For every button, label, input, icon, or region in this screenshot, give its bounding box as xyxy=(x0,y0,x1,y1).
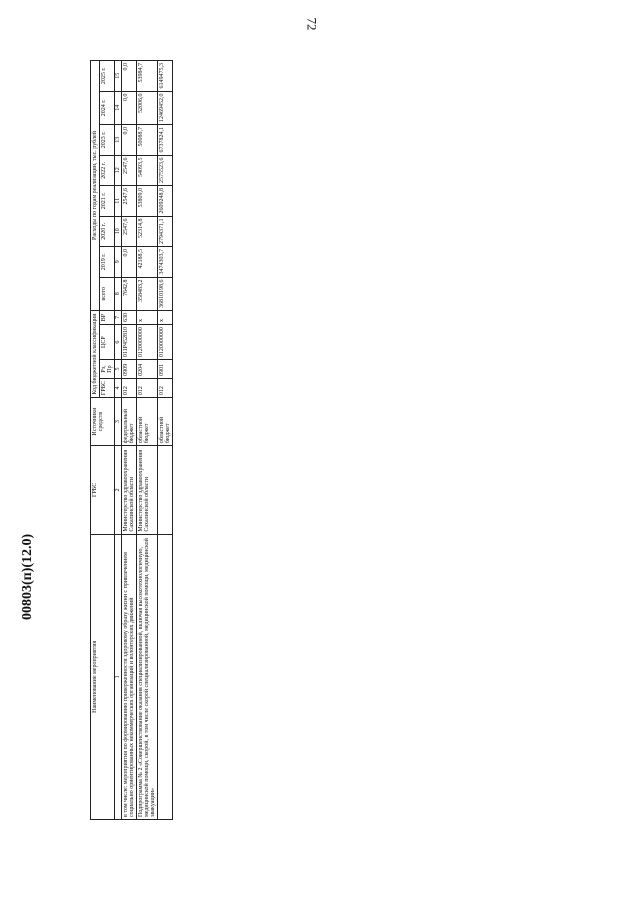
colnum: 11 xyxy=(115,186,122,217)
row-2021: 53809,0 xyxy=(137,186,158,217)
row-name: в том числе: мероприятия по формированию приверженности здоровому образу жизни с привлечением социально ориентированных некоммерческих организаций и волонтерских движений xyxy=(122,534,137,819)
header-2020: 2020 г. xyxy=(100,216,115,247)
column-number-row xyxy=(115,61,122,820)
row-2021: 2547,6 xyxy=(122,186,137,217)
header-name: Наименование мероприятия xyxy=(91,534,115,819)
row-source: областной бюджет xyxy=(137,398,158,446)
row-2024: 12469452,0 xyxy=(158,91,173,125)
header-2025: 2025 г. xyxy=(100,61,115,92)
row-2025: 0,0 xyxy=(122,61,137,92)
row-2020: 52314,8 xyxy=(137,216,158,247)
row-name xyxy=(158,534,173,819)
colnum: 8 xyxy=(115,277,122,311)
row-vr: 630 xyxy=(122,311,137,325)
colnum: 5 xyxy=(115,360,122,379)
colnum: 12 xyxy=(115,155,122,186)
page-number: 72 xyxy=(304,17,320,31)
row-total: 7642,8 xyxy=(122,277,137,311)
colnum: 15 xyxy=(115,61,122,92)
budget-table xyxy=(90,60,173,820)
row-source: областной бюджет xyxy=(158,398,173,446)
header-2022: 2022 г. xyxy=(100,155,115,186)
table-row xyxy=(158,61,173,820)
colnum: 3 xyxy=(115,398,122,446)
row-2020: 2794371,1 xyxy=(158,216,173,247)
row-2022: 2547,6 xyxy=(122,155,137,186)
header-grbs: ГРБС xyxy=(100,378,115,397)
colnum: 14 xyxy=(115,91,122,125)
header-2019: 2019 г. xyxy=(100,247,115,278)
row-2023: 6737824,1 xyxy=(158,125,173,156)
row-vr: х xyxy=(158,311,173,325)
row-grbs: 012 xyxy=(122,378,137,397)
colnum: 1 xyxy=(115,534,122,819)
row-2025: 53984,7 xyxy=(137,61,158,92)
row-2021: 2609248,8 xyxy=(158,186,173,217)
header-classification: Код бюджетной классификации xyxy=(91,311,100,398)
header-expenses: Расходы по годам реализации, тыс. рублей xyxy=(91,61,100,311)
row-grbs: 012 xyxy=(137,378,158,397)
row-2025: 6149475,3 xyxy=(158,61,173,92)
row-csr: 011P452810 xyxy=(122,325,137,360)
header-2021: 2021 г. xyxy=(100,186,115,217)
row-2022: 2575523,6 xyxy=(158,155,173,186)
header-2023: 2023 г. xyxy=(100,125,115,156)
row-vr: х xyxy=(137,311,158,325)
header-csr: ЦСР xyxy=(100,325,115,360)
row-grbs-name: Министерство здравоохранения Сахалинской области xyxy=(137,446,158,535)
row-2023: 0,0 xyxy=(122,125,137,156)
row-2019: 3474303,7 xyxy=(158,247,173,278)
row-total: 358483,2 xyxy=(137,277,158,311)
row-csr: 0120000000 xyxy=(137,325,158,360)
row-2022: 54093,5 xyxy=(137,155,158,186)
row-2024: 0,0 xyxy=(122,91,137,125)
colnum: 9 xyxy=(115,247,122,278)
header-grbs-name: ГРБС xyxy=(91,446,115,535)
row-rzpr: 0909 xyxy=(122,360,137,379)
colnum: 7 xyxy=(115,311,122,325)
header-source: Источники средств xyxy=(91,398,115,446)
row-source: федеральный бюджет xyxy=(122,398,137,446)
row-2024: 52006,0 xyxy=(137,91,158,125)
row-2023: 50088,7 xyxy=(137,125,158,156)
header-rzpr: Рз, Пр xyxy=(100,360,115,379)
colnum: 2 xyxy=(115,446,122,535)
header-2024: 2024 г. xyxy=(100,91,115,125)
table-row xyxy=(137,61,158,820)
row-total: 36810198,6 xyxy=(158,277,173,311)
row-rzpr: 0204 xyxy=(137,360,158,379)
table-row xyxy=(122,61,137,820)
document-code: 00803(п)(12.0) xyxy=(20,533,35,620)
row-grbs-name: Министерство здравоохранения Сахалинской области xyxy=(122,446,137,535)
row-grbs-name xyxy=(158,446,173,535)
row-csr: 0120000000 xyxy=(158,325,173,360)
row-rzpr: 0901 xyxy=(158,360,173,379)
colnum: 4 xyxy=(115,378,122,397)
row-2020: 2547,6 xyxy=(122,216,137,247)
row-2019: 42188,5 xyxy=(137,247,158,278)
colnum: 13 xyxy=(115,125,122,156)
header-total: всего xyxy=(100,277,115,311)
header-vr: ВР xyxy=(100,311,115,325)
colnum: 10 xyxy=(115,216,122,247)
row-grbs: 012 xyxy=(158,378,173,397)
row-name: Подпрограмма № 2 «Совершенствование оказания специализированной, включая высокотехнологичную, медицинской помощи, скорой, в том числе скорой специализированной, медицинской помощи, медицинской эвакуации» xyxy=(137,534,158,819)
row-2019: 0,0 xyxy=(122,247,137,278)
colnum: 6 xyxy=(115,325,122,360)
budget-table-sheet xyxy=(90,40,173,820)
